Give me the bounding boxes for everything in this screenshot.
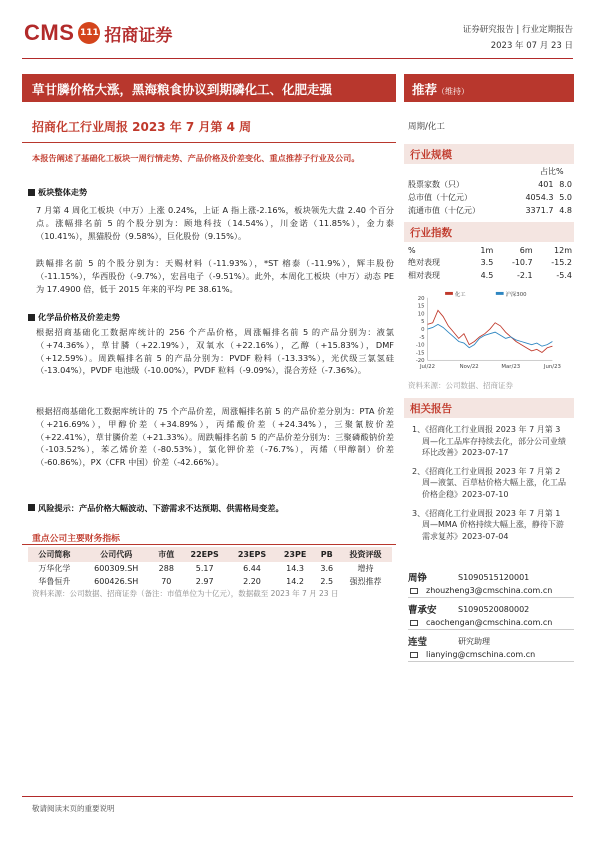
table-cell: 增持: [357, 564, 374, 573]
table-cell: 12m: [554, 246, 572, 255]
rating-bar: [404, 74, 574, 102]
bullet-square-icon: [28, 504, 35, 511]
section2-para2: 根据招商基础化工数据库统计的 75 个产品价差，周涨幅排名前 5 的产品价差分别为：PTA 价差（+216.69%），甲醇价差（+34.89%），丙烯酸价差（+24.34%），三聚氰胺价差（+22.41%），草甘膦价差（+21.33%）。周跌幅排名前 5 的产品价差分别为：三聚磷酸钠价差（-103.52%），苯乙烯价差（-80.53%），氯化钾价差（-76.7%），丙烯（甲醇制）价差（-60.86%），PX（CFR 中国）价差（-42.66%）。: [36, 406, 394, 468]
y-tick-label: -5: [419, 334, 425, 341]
summary-text: 本报告阐述了基础化工板块一周行情走势、产品价格及价差变化、重点推荐子行业及公司。: [32, 153, 360, 163]
table-cell: -5.4: [556, 271, 572, 280]
reports-title: 相关报告: [404, 398, 574, 418]
table-cell: 401: [538, 180, 554, 189]
report-title: 草甘膦价格大涨，黑海粮食协议到期磷化工、化肥走强: [22, 74, 396, 102]
footer-divider: [22, 796, 573, 797]
col-header: 22EPS: [181, 547, 228, 562]
risk-warning: [28, 503, 284, 514]
x-tick-label: Nov/22: [459, 364, 479, 370]
table-row: [28, 575, 392, 588]
table-cell: 4.5: [480, 271, 494, 280]
fin-table-title: 重点公司主要财务指标: [32, 534, 120, 544]
report-date: 2023 年 07 月 23 日: [490, 41, 573, 51]
envelope-icon: [410, 620, 418, 626]
analyst-name: 周铮: [408, 573, 428, 584]
scale-title: 行业规模: [404, 144, 574, 164]
table-cell: 相对表现: [408, 271, 440, 280]
fin-divider: [22, 544, 396, 545]
table-cell: 2.97: [195, 577, 214, 586]
fin-table: [28, 547, 392, 588]
logo-cn-text: 招商证券: [104, 25, 173, 46]
table-cell: 5.17: [195, 564, 214, 573]
analyst-email[interactable]: lianying@cmschina.com.cn: [426, 650, 536, 659]
envelope-icon: [410, 652, 418, 658]
y-tick-label: -15: [415, 350, 425, 357]
rating-label: 推荐: [412, 82, 438, 97]
section-title-chem: [28, 312, 120, 323]
table-cell: 万华化学: [38, 564, 71, 573]
x-tick-label: Jun/23: [543, 364, 561, 370]
col-header: 公司代码: [81, 547, 152, 562]
col-header: 公司简称: [28, 547, 81, 562]
report-link[interactable]: 1、《招商化工行业周报 2023 年 7 月第 3 周—化工品库存持续去化，部分公司业绩环比改善》2023-07-17: [412, 425, 566, 458]
scale-unit: 占比%: [540, 167, 564, 176]
analyst-email-row: [408, 616, 574, 630]
logo-text: CMS: [24, 20, 75, 45]
analyst-row: [408, 570, 574, 584]
index-table: [408, 245, 572, 282]
analyst-list: [408, 570, 574, 666]
footer-text: 敬请阅读末页的重要说明: [32, 804, 115, 813]
table-cell: 2.5: [320, 577, 334, 586]
rating-sub: （维持）: [437, 87, 470, 96]
analyst-row: [408, 634, 574, 648]
analyst-email-row: [408, 648, 574, 662]
section-label: 化学品价格及价差走势: [38, 312, 120, 322]
table-row: [408, 191, 572, 204]
table-cell: 8.0: [559, 180, 572, 189]
analyst-email[interactable]: caochengan@cmschina.com.cn: [426, 618, 553, 627]
series-line-0: [428, 310, 553, 352]
table-cell: 总市值（十亿元）: [408, 193, 472, 202]
analyst-name: 曹承安: [408, 605, 437, 616]
analyst-email-row: [408, 584, 574, 598]
subtitle-divider: [22, 142, 396, 143]
report-subtitle: 招商化工行业周报 2023 年 7 月第 4 周: [32, 120, 252, 134]
analyst-code: S1090515120001: [458, 572, 530, 582]
bullet-square-icon: [28, 314, 35, 321]
header-meta: [463, 22, 573, 54]
table-cell: -2.1: [517, 271, 533, 280]
fin-table-note: 资料来源：公司数据、招商证券（备注：市值单位为十亿元），数据截至 2023 年 7 月 23 日: [32, 589, 339, 598]
table-cell: %: [408, 246, 416, 255]
table-row: [408, 245, 572, 256]
table-cell: 2.20: [243, 577, 261, 586]
col-header: 市值: [152, 547, 181, 562]
section1-para2: 跌幅排名前 5 的个股分别为：天赐材料（-11.93%），*ST 榕泰（-11.9%），辉丰股份（-11.15%），华西股份（-9.7%），宏昌电子（-9.51%）。此外，本周化工板块（中万）动态 PE 为 17.4900 倍，低于 2015 年来的平均 PE 38.61%。: [36, 258, 394, 294]
analyst-row: [408, 602, 574, 616]
section-label: 板块整体走势: [38, 187, 88, 197]
analyst-email[interactable]: zhouzheng3@cmschina.com.cn: [426, 586, 553, 595]
table-cell: 1m: [480, 246, 494, 255]
table-cell: 绝对表现: [408, 258, 440, 267]
analyst-code: S1090520080002: [458, 604, 530, 614]
legend-label: 化工: [454, 291, 466, 298]
header-divider: [22, 58, 573, 59]
table-cell: 14.3: [286, 564, 304, 573]
table-cell: 3371.7: [525, 206, 554, 215]
index-title: 行业指数: [404, 222, 574, 242]
related-reports: [412, 424, 570, 549]
envelope-icon: [410, 588, 418, 594]
industry-category: 周期/化工: [408, 122, 445, 132]
y-tick-label: 5: [421, 319, 425, 326]
y-tick-label: 20: [417, 295, 425, 302]
analyst-code: 研究助理: [458, 636, 490, 646]
table-cell: 600309.SH: [94, 564, 139, 573]
y-tick-label: 10: [417, 311, 425, 318]
table-cell: 3.5: [480, 258, 494, 267]
x-tick-label: Mar/23: [501, 364, 521, 370]
series-line-1: [428, 324, 553, 347]
y-tick-label: 0: [421, 326, 425, 333]
section-title-board: [28, 187, 87, 198]
legend-swatch: [496, 292, 504, 295]
y-tick-label: -20: [415, 358, 425, 365]
table-row: [408, 269, 572, 282]
table-cell: 华鲁恒升: [38, 577, 71, 586]
table-cell: 600426.SH: [94, 577, 139, 586]
legend-label: 沪深300: [505, 291, 527, 298]
x-tick-label: Jul/22: [419, 364, 436, 370]
table-cell: -10.7: [511, 258, 533, 267]
table-row: [408, 256, 572, 269]
report-link[interactable]: 2、《招商化工行业周报 2023 年 7 月第 2 周—液氯、百草枯价格大幅上涨，化工品价格企稳》2023-07-10: [412, 466, 566, 499]
report-type: 证券研究报告 | 行业定期报告: [462, 25, 573, 35]
col-header: 23EPS: [228, 547, 275, 562]
y-tick-label: 15: [417, 303, 425, 310]
table-row: [28, 562, 392, 575]
table-cell: 4.8: [559, 206, 572, 215]
table-cell: 5.0: [559, 193, 572, 202]
legend-swatch: [445, 292, 453, 295]
table-cell: 流通市值（十亿元）: [408, 206, 480, 215]
report-link[interactable]: 3、《招商化工行业周报 2023 年 7 月第 1 周—MMA 价格持续大幅上涨，静待下游需求复苏》2023-07-04: [412, 508, 564, 541]
table-cell: 强烈推荐: [349, 577, 382, 586]
chart-source: 资料来源：公司数据、招商证券: [408, 381, 513, 390]
table-cell: 6.44: [243, 564, 261, 573]
col-header: 投资评级: [339, 547, 392, 562]
risk-text: 风险提示：产品价格大幅波动、下游需求不达预期、供需格局变差。: [38, 503, 284, 513]
company-logo: [24, 18, 224, 48]
fin-header-row: [28, 547, 392, 562]
section1-para1: 7 月第 4 周化工板块（中万）上涨 0.24%，上证 A 指上涨-2.16%，板块领先大盘 2.40 个百分点。涨幅排名前 5 的个股分别为：顾地科技（14.54%），川金诺（11.85%），金力泰（10.41%），黑猫股份（9.58%），巨化股份（9.15%）。: [36, 205, 394, 241]
table-cell: 14.2: [286, 577, 304, 586]
table-cell: 70: [161, 577, 172, 586]
table-cell: 6m: [519, 246, 533, 255]
index-chart: [404, 290, 574, 370]
table-row: [408, 204, 572, 217]
bullet-square-icon: [28, 189, 35, 196]
table-cell: 4054.3: [525, 193, 554, 202]
table-cell: 288: [158, 564, 174, 573]
analyst-name: 连莹: [408, 637, 428, 648]
table-cell: 3.6: [320, 564, 334, 573]
scale-table: [408, 178, 572, 217]
table-cell: 股票家数（只）: [408, 180, 464, 189]
table-row: [408, 178, 572, 191]
logo-badge-icon: 111: [78, 22, 100, 44]
table-cell: -15.2: [551, 258, 572, 267]
section2-para1: 根据招商基础化工数据库统计的 256 个产品价格，周涨幅排名前 5 的产品分别为：液氯（+74.36%），草甘膦（+22.19%），双氧水（+22.16%），乙醇（+15.83%），DMF（+12.59%）。周跌幅排名前 5 的产品分别为：PVDF 粉料（-13.33%），光伏级三氯氢硅（-13.04%），PVDF 电池级（-10.00%），PVDF 粒料（-9.09%），混合芳烃（-7.36%）。: [36, 327, 394, 376]
y-tick-label: -10: [415, 342, 425, 349]
col-header: PB: [315, 547, 340, 562]
col-header: 23PE: [276, 547, 315, 562]
